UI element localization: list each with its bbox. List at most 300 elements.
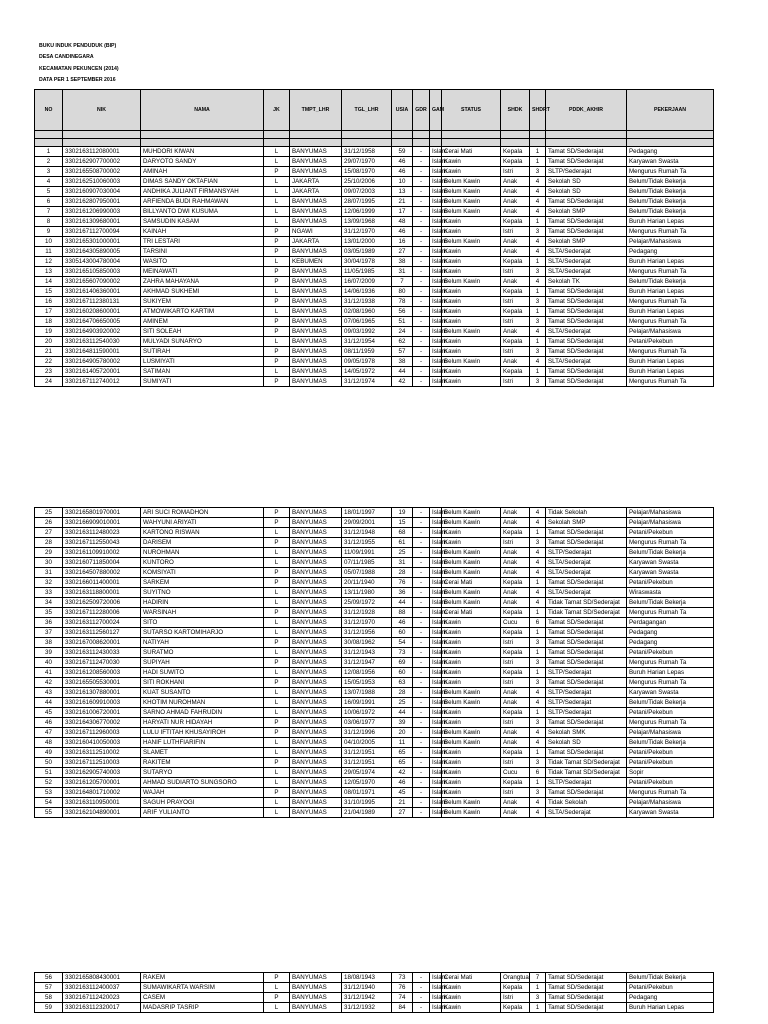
- cell-no: 3: [35, 167, 63, 177]
- cell-usia: 28: [392, 568, 413, 578]
- cell-shdrt: 1: [530, 157, 546, 167]
- cell-no: 52: [35, 778, 63, 788]
- cell-pddk-akhir: Tamat SD/Sederajat: [546, 1003, 627, 1013]
- cell-pddk-akhir: Tamat SD/Sederajat: [546, 678, 627, 688]
- cell-jk: P: [264, 758, 290, 768]
- cell-nama: AMINEM: [141, 317, 264, 327]
- cell-status: Kawin: [442, 758, 501, 768]
- cell-tgl-lhr: 31/12/1970: [342, 227, 392, 237]
- cell-pddk-akhir: Sekolah SD: [546, 738, 627, 748]
- cell-pddk-akhir: Tidak Tamat SD/Sederajat: [546, 768, 627, 778]
- cell-tgl-lhr: 13/11/1980: [342, 588, 392, 598]
- cell-gam: Islam: [430, 973, 442, 983]
- cell-pddk-akhir: SLTA/Sederajat: [546, 568, 627, 578]
- cell-shdrt: 4: [530, 187, 546, 197]
- cell-tgl-lhr: 13/07/1988: [342, 688, 392, 698]
- cell-gam: Islam: [430, 983, 442, 993]
- cell-tgl-lhr: 31/12/1955: [342, 538, 392, 548]
- table-row: [35, 768, 714, 778]
- cell-pekerjaan: Mengurus Rumah Ta: [627, 658, 714, 668]
- cell-tgl-lhr: 25/09/1972: [342, 598, 392, 608]
- cell-gam: Islam: [430, 548, 442, 558]
- table-row: [35, 307, 714, 317]
- cell-pddk-akhir: Tamat SD/Sederajat: [546, 628, 627, 638]
- cell-nik: 3302162510060003: [63, 177, 141, 187]
- cell-tgl-lhr: 02/08/1960: [342, 307, 392, 317]
- cell-pekerjaan: Belum/Tidak Bekerja: [627, 277, 714, 287]
- table-row: [35, 598, 714, 608]
- cell-nik: 3302163110950001: [63, 798, 141, 808]
- cell-shdk: Anak: [501, 588, 530, 598]
- cell-no: 14: [35, 277, 63, 287]
- cell-gam: Islam: [430, 237, 442, 247]
- table-row: [35, 758, 714, 768]
- cell-nik: 3302160711850004: [63, 558, 141, 568]
- cell-pekerjaan: Mengurus Rumah Ta: [627, 538, 714, 548]
- cell-nik: 3302162104890001: [63, 808, 141, 818]
- cell-no: 13: [35, 267, 63, 277]
- table-row: [35, 508, 714, 518]
- cell-shdrt: 4: [530, 548, 546, 558]
- cell-shdrt: 4: [530, 237, 546, 247]
- cell-status: Kawin: [442, 993, 501, 1003]
- cell-pddk-akhir: SLTA/Sederajat: [546, 588, 627, 598]
- cell-nama: HARYATI NUR HIDAYAH: [141, 718, 264, 728]
- cell-gam: Islam: [430, 748, 442, 758]
- header-spacer-cell: [413, 131, 430, 139]
- cell-tgl-lhr: 12/08/1956: [342, 668, 392, 678]
- table-row: [35, 708, 714, 718]
- cell-nama: SAGUH PRAYOGI: [141, 798, 264, 808]
- cell-tmpt-lhr: BANYUMAS: [290, 678, 342, 688]
- cell-nama: SITI SOLEAH: [141, 327, 264, 337]
- header-spacer-cell: [430, 139, 442, 147]
- cell-gdr: -: [413, 768, 430, 778]
- cell-gam: Islam: [430, 588, 442, 598]
- cell-shdrt: 1: [530, 648, 546, 658]
- cell-nik: 3302164306770002: [63, 718, 141, 728]
- cell-status: Kawin: [442, 367, 501, 377]
- cell-no: 9: [35, 227, 63, 237]
- header-spacer-cell: [141, 131, 264, 139]
- header-spacer-cell: [627, 139, 714, 147]
- cell-nama: KHOTIM NUROHMAN: [141, 698, 264, 708]
- cell-gam: Islam: [430, 718, 442, 728]
- cell-nama: SITO: [141, 618, 264, 628]
- cell-usia: 27: [392, 808, 413, 818]
- cell-gam: Islam: [430, 367, 442, 377]
- cell-pddk-akhir: SLTP/Sederajat: [546, 688, 627, 698]
- cell-gam: Islam: [430, 758, 442, 768]
- cell-gdr: -: [413, 247, 430, 257]
- cell-tgl-lhr: 13/01/2000: [342, 237, 392, 247]
- cell-tmpt-lhr: BANYUMAS: [290, 788, 342, 798]
- cell-status: Kawin: [442, 768, 501, 778]
- table-row: [35, 658, 714, 668]
- cell-no: 35: [35, 608, 63, 618]
- cell-status: Belum Kawin: [442, 508, 501, 518]
- cell-nama: HANIF LUTHFIARIFIN: [141, 738, 264, 748]
- cell-status: Belum Kawin: [442, 327, 501, 337]
- cell-gdr: -: [413, 1003, 430, 1013]
- cell-tgl-lhr: 29/05/1974: [342, 768, 392, 778]
- cell-gdr: -: [413, 798, 430, 808]
- cell-pekerjaan: Belum/Tidak Bekerja: [627, 598, 714, 608]
- cell-status: Kawin: [442, 297, 501, 307]
- cell-nik: 3302165607090002: [63, 277, 141, 287]
- cell-nama: AMINAH: [141, 167, 264, 177]
- table-row: [35, 538, 714, 548]
- cell-nama: SUPIYAH: [141, 658, 264, 668]
- cell-jk: P: [264, 297, 290, 307]
- cell-shdk: Kepala: [501, 217, 530, 227]
- cell-tmpt-lhr: BANYUMAS: [290, 207, 342, 217]
- cell-gdr: -: [413, 267, 430, 277]
- cell-status: Kawin: [442, 788, 501, 798]
- cell-nik: 3302161609910003: [63, 698, 141, 708]
- cell-tgl-lhr: 18/01/1997: [342, 508, 392, 518]
- table-row: [35, 207, 714, 217]
- cell-no: 23: [35, 367, 63, 377]
- cell-nik: 3302161406360001: [63, 287, 141, 297]
- header-spacer-row: [35, 139, 714, 147]
- cell-no: 53: [35, 788, 63, 798]
- cell-shdk: Istri: [501, 993, 530, 1003]
- cell-gam: Islam: [430, 698, 442, 708]
- cell-shdk: Istri: [501, 297, 530, 307]
- cell-usia: 62: [392, 337, 413, 347]
- cell-no: 38: [35, 638, 63, 648]
- table-row: [35, 678, 714, 688]
- header-spacer-row: [35, 131, 714, 139]
- column-header-jk: JK: [264, 90, 290, 131]
- cell-usia: 57: [392, 347, 413, 357]
- cell-jk: L: [264, 598, 290, 608]
- cell-shdk: Istri: [501, 638, 530, 648]
- cell-gam: Islam: [430, 167, 442, 177]
- cell-usia: 13: [392, 187, 413, 197]
- cell-nama: SUTARYO: [141, 768, 264, 778]
- cell-gam: Islam: [430, 648, 442, 658]
- cell-pekerjaan: Petani/Pekebun: [627, 708, 714, 718]
- cell-jk: L: [264, 217, 290, 227]
- cell-gdr: -: [413, 347, 430, 357]
- cell-pekerjaan: Karyawan Swasta: [627, 558, 714, 568]
- cell-tgl-lhr: 11/05/1985: [342, 267, 392, 277]
- cell-no: 44: [35, 698, 63, 708]
- cell-jk: P: [264, 327, 290, 337]
- cell-tgl-lhr: 31/12/1948: [342, 528, 392, 538]
- cell-usia: 24: [392, 327, 413, 337]
- table-header-row: [35, 90, 714, 131]
- header-spacer-cell: [442, 131, 501, 139]
- cell-nama: DARYOTO SANDY: [141, 157, 264, 167]
- cell-tmpt-lhr: BANYUMAS: [290, 558, 342, 568]
- cell-pddk-akhir: Tamat SD/Sederajat: [546, 618, 627, 628]
- cell-tgl-lhr: 07/06/1965: [342, 317, 392, 327]
- cell-shdk: Orangtua: [501, 973, 530, 983]
- cell-tgl-lhr: 31/12/1951: [342, 758, 392, 768]
- cell-nama: LUSMIYATI: [141, 357, 264, 367]
- cell-nik: 3302167112700094: [63, 227, 141, 237]
- cell-shdk: Kepala: [501, 157, 530, 167]
- cell-tmpt-lhr: BANYUMAS: [290, 197, 342, 207]
- cell-tmpt-lhr: BANYUMAS: [290, 638, 342, 648]
- cell-status: Kawin: [442, 678, 501, 688]
- cell-jk: L: [264, 768, 290, 778]
- cell-usia: 38: [392, 357, 413, 367]
- cell-shdrt: 3: [530, 167, 546, 177]
- cell-jk: P: [264, 788, 290, 798]
- cell-status: Kawin: [442, 708, 501, 718]
- cell-nama: TARSINI: [141, 247, 264, 257]
- cell-tgl-lhr: 30/08/1962: [342, 638, 392, 648]
- cell-usia: 46: [392, 167, 413, 177]
- table-row: [35, 983, 714, 993]
- cell-nik: 3305143004780004: [63, 257, 141, 267]
- cell-gdr: -: [413, 728, 430, 738]
- cell-status: Kawin: [442, 628, 501, 638]
- cell-gdr: -: [413, 187, 430, 197]
- cell-status: Belum Kawin: [442, 568, 501, 578]
- cell-pekerjaan: Pelajar/Mahasiswa: [627, 327, 714, 337]
- cell-jk: L: [264, 187, 290, 197]
- cell-pddk-akhir: Tidak Sekolah: [546, 798, 627, 808]
- cell-status: Kawin: [442, 668, 501, 678]
- cell-pddk-akhir: Tamat SD/Sederajat: [546, 367, 627, 377]
- cell-pekerjaan: Buruh Harian Lepas: [627, 367, 714, 377]
- cell-pekerjaan: Perdagangan: [627, 618, 714, 628]
- cell-tmpt-lhr: BANYUMAS: [290, 598, 342, 608]
- cell-shdk: Anak: [501, 518, 530, 528]
- cell-gam: Islam: [430, 277, 442, 287]
- cell-jk: L: [264, 548, 290, 558]
- cell-no: 45: [35, 708, 63, 718]
- cell-tgl-lhr: 29/09/2001: [342, 518, 392, 528]
- cell-status: Cerai Mati: [442, 578, 501, 588]
- cell-gam: Islam: [430, 317, 442, 327]
- cell-pddk-akhir: SLTP/Sederajat: [546, 778, 627, 788]
- cell-no: 46: [35, 718, 63, 728]
- cell-jk: P: [264, 347, 290, 357]
- cell-gdr: -: [413, 327, 430, 337]
- cell-shdrt: 1: [530, 307, 546, 317]
- cell-tmpt-lhr: BANYUMAS: [290, 578, 342, 588]
- cell-pddk-akhir: Tidak Sekolah: [546, 508, 627, 518]
- header-spacer-cell: [430, 131, 442, 139]
- cell-jk: L: [264, 257, 290, 267]
- cell-gam: Islam: [430, 217, 442, 227]
- table-row: [35, 187, 714, 197]
- cell-pekerjaan: Petani/Pekebun: [627, 337, 714, 347]
- cell-no: 30: [35, 558, 63, 568]
- cell-shdk: Anak: [501, 237, 530, 247]
- cell-jk: L: [264, 618, 290, 628]
- cell-nama: KAINAH: [141, 227, 264, 237]
- cell-shdrt: 1: [530, 708, 546, 718]
- cell-gam: Islam: [430, 608, 442, 618]
- table-row: [35, 1003, 714, 1013]
- cell-tgl-lhr: 03/06/1977: [342, 718, 392, 728]
- column-header-usia: USIA: [392, 90, 413, 131]
- cell-shdrt: 1: [530, 983, 546, 993]
- cell-shdk: Anak: [501, 598, 530, 608]
- cell-no: 59: [35, 1003, 63, 1013]
- cell-gdr: -: [413, 337, 430, 347]
- cell-gdr: -: [413, 177, 430, 187]
- cell-status: Belum Kawin: [442, 558, 501, 568]
- cell-tmpt-lhr: BANYUMAS: [290, 808, 342, 818]
- cell-gdr: -: [413, 778, 430, 788]
- cell-tmpt-lhr: BANYUMAS: [290, 157, 342, 167]
- cell-no: 41: [35, 668, 63, 678]
- cell-tmpt-lhr: BANYUMAS: [290, 297, 342, 307]
- cell-nama: MUHDORI KIWAN: [141, 147, 264, 157]
- cell-usia: 54: [392, 638, 413, 648]
- cell-gdr: -: [413, 277, 430, 287]
- cell-shdrt: 1: [530, 287, 546, 297]
- cell-nik: 3302167112740012: [63, 377, 141, 387]
- cell-gam: Islam: [430, 788, 442, 798]
- cell-nama: AKHMAD SUKHEMI: [141, 287, 264, 297]
- cell-usia: 42: [392, 768, 413, 778]
- cell-shdk: Anak: [501, 247, 530, 257]
- cell-no: 49: [35, 748, 63, 758]
- cell-shdk: Kepala: [501, 668, 530, 678]
- cell-pekerjaan: Wiraswasta: [627, 588, 714, 598]
- cell-jk: P: [264, 377, 290, 387]
- cell-no: 37: [35, 628, 63, 638]
- cell-no: 54: [35, 798, 63, 808]
- cell-tgl-lhr: 09/03/1992: [342, 327, 392, 337]
- cell-nik: 3302161405720001: [63, 367, 141, 377]
- cell-tgl-lhr: 31/12/1947: [342, 658, 392, 668]
- cell-gam: Islam: [430, 357, 442, 367]
- cell-no: 43: [35, 688, 63, 698]
- cell-gam: Islam: [430, 187, 442, 197]
- cell-nama: LULU IFTITAH KHUSAYIROH: [141, 728, 264, 738]
- cell-gam: Islam: [430, 993, 442, 1003]
- cell-shdrt: 7: [530, 973, 546, 983]
- cell-usia: 74: [392, 993, 413, 1003]
- cell-status: Kawin: [442, 287, 501, 297]
- cell-status: Kawin: [442, 337, 501, 347]
- cell-shdrt: 3: [530, 788, 546, 798]
- cell-jk: L: [264, 708, 290, 718]
- cell-no: 17: [35, 307, 63, 317]
- table-row: [35, 317, 714, 327]
- cell-shdrt: 1: [530, 217, 546, 227]
- cell-shdk: Anak: [501, 698, 530, 708]
- cell-gdr: -: [413, 738, 430, 748]
- cell-nik: 3302164811590001: [63, 347, 141, 357]
- cell-pekerjaan: Mengurus Rumah Ta: [627, 788, 714, 798]
- cell-pddk-akhir: Sekolah SD: [546, 177, 627, 187]
- cell-no: 34: [35, 598, 63, 608]
- cell-shdrt: 1: [530, 147, 546, 157]
- cell-gdr: -: [413, 638, 430, 648]
- cell-gdr: -: [413, 678, 430, 688]
- cell-tmpt-lhr: BANYUMAS: [290, 147, 342, 157]
- cell-nama: WAHYUNI ARIYATI: [141, 518, 264, 528]
- table-row: [35, 973, 714, 983]
- cell-usia: 48: [392, 217, 413, 227]
- cell-pekerjaan: Mengurus Rumah Ta: [627, 678, 714, 688]
- cell-status: Kawin: [442, 347, 501, 357]
- cell-gam: Islam: [430, 628, 442, 638]
- cell-nik: 3302161307880001: [63, 688, 141, 698]
- cell-shdk: Istri: [501, 678, 530, 688]
- cell-nik: 3302163112320017: [63, 1003, 141, 1013]
- cell-gam: Islam: [430, 728, 442, 738]
- cell-gdr: -: [413, 538, 430, 548]
- cell-gam: Islam: [430, 207, 442, 217]
- cell-shdk: Istri: [501, 758, 530, 768]
- cell-no: 56: [35, 973, 63, 983]
- cell-shdrt: 3: [530, 317, 546, 327]
- cell-pddk-akhir: SLTA/Sederajat: [546, 558, 627, 568]
- cell-pekerjaan: Pedagang: [627, 993, 714, 1003]
- cell-usia: 38: [392, 257, 413, 267]
- cell-tgl-lhr: 07/11/1985: [342, 558, 392, 568]
- cell-gam: Islam: [430, 287, 442, 297]
- cell-usia: 11: [392, 738, 413, 748]
- cell-no: 22: [35, 357, 63, 367]
- cell-gam: Islam: [430, 177, 442, 187]
- cell-pddk-akhir: SLTA/Sederajat: [546, 327, 627, 337]
- cell-shdrt: 4: [530, 357, 546, 367]
- cell-shdk: Kepala: [501, 578, 530, 588]
- cell-gam: Islam: [430, 708, 442, 718]
- cell-nama: WASITO: [141, 257, 264, 267]
- cell-pddk-akhir: SLTA/Sederajat: [546, 808, 627, 818]
- cell-pekerjaan: Mengurus Rumah Ta: [627, 317, 714, 327]
- cell-pekerjaan: Pedagang: [627, 147, 714, 157]
- cell-gam: Islam: [430, 558, 442, 568]
- cell-shdrt: 4: [530, 247, 546, 257]
- header-spacer-cell: [392, 139, 413, 147]
- header-spacer-cell: [342, 139, 392, 147]
- cell-usia: 36: [392, 588, 413, 598]
- cell-tgl-lhr: 12/05/1970: [342, 778, 392, 788]
- cell-no: 55: [35, 808, 63, 818]
- cell-gdr: -: [413, 257, 430, 267]
- cell-gam: Islam: [430, 678, 442, 688]
- cell-usia: 65: [392, 758, 413, 768]
- header-spacer-cell: [442, 139, 501, 147]
- cell-shdrt: 4: [530, 558, 546, 568]
- cell-gdr: -: [413, 618, 430, 628]
- cell-pddk-akhir: Tamat SD/Sederajat: [546, 197, 627, 207]
- cell-pekerjaan: Pelajar/Mahasiswa: [627, 237, 714, 247]
- cell-gdr: -: [413, 808, 430, 818]
- cell-pddk-akhir: SLTP/Sederajat: [546, 167, 627, 177]
- cell-nama: AHMAD SUDIARTO SUNGSORO: [141, 778, 264, 788]
- table-row: [35, 808, 714, 818]
- cell-shdk: Anak: [501, 197, 530, 207]
- cell-no: 40: [35, 658, 63, 668]
- cell-tgl-lhr: 16/09/1991: [342, 698, 392, 708]
- cell-gdr: -: [413, 377, 430, 387]
- cell-nama: ARIF YULIANTO: [141, 808, 264, 818]
- cell-nik: 3302160208600001: [63, 307, 141, 317]
- cell-gdr: -: [413, 758, 430, 768]
- cell-status: Kawin: [442, 377, 501, 387]
- cell-gdr: -: [413, 548, 430, 558]
- cell-status: Kawin: [442, 307, 501, 317]
- cell-no: 8: [35, 217, 63, 227]
- cell-nik: 3302163112400037: [63, 983, 141, 993]
